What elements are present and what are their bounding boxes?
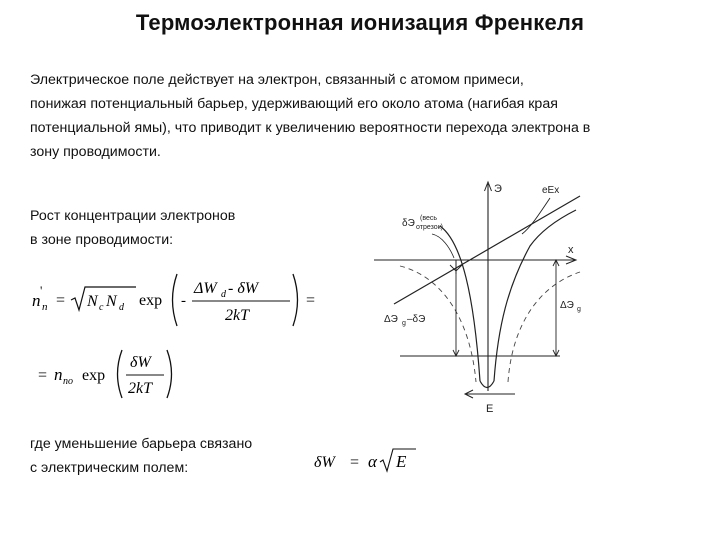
formula1-equals: = bbox=[56, 292, 66, 309]
formula2-left-paren bbox=[118, 350, 123, 398]
intro-line: Электрическое поле действует на электрон, связанный с атомом примеси, bbox=[30, 72, 524, 88]
formula1-sqrt-sign bbox=[71, 287, 136, 310]
left-delta-label: ΔЭ bbox=[384, 314, 398, 325]
left-delta-rest: –δЭ bbox=[407, 314, 426, 325]
formula1-sqrt-sub2: d bbox=[119, 302, 124, 313]
slide-title: Термоэлектронная ионизация Френкеля bbox=[135, 10, 585, 35]
growth-line: Рост концентрации электронов bbox=[30, 208, 236, 224]
intro-line: потенциальной ямы), что приводит к увеличению вероятности перехода электрона в bbox=[30, 120, 591, 136]
formula2-right-paren bbox=[167, 350, 172, 398]
formula3-arg: E bbox=[396, 452, 407, 471]
formula2-sub: no bbox=[63, 376, 73, 387]
unbiased-well-right bbox=[508, 272, 580, 382]
formula1-sqrt-sub1: c bbox=[99, 302, 104, 313]
intro-line: понижая потенциальный барьер, удерживающий его около атома (нагибая края bbox=[30, 96, 558, 112]
whole-segment-label-1: (весь bbox=[420, 215, 438, 222]
formula2-den: 2kT bbox=[128, 380, 152, 397]
intro-line: зону проводимости. bbox=[30, 144, 161, 160]
right-delta-label: ΔЭ bbox=[560, 300, 574, 311]
formula1-num-a: ΔW bbox=[194, 280, 217, 297]
intro-paragraph bbox=[30, 68, 700, 164]
barrier-caption bbox=[30, 432, 252, 480]
right-delta-sub: g bbox=[577, 306, 581, 313]
potential-well-diagram bbox=[370, 176, 592, 416]
formula1-num-b: - δW bbox=[228, 280, 259, 297]
biased-well-left bbox=[440, 226, 480, 381]
formula1-left-paren bbox=[173, 274, 178, 326]
barrier-line: с электрическим полем: bbox=[30, 460, 189, 476]
formula3-equals: = bbox=[350, 454, 360, 471]
biased-well-right bbox=[494, 210, 576, 381]
field-tilt-line bbox=[394, 196, 580, 304]
formula1-sqrt-n2: N bbox=[106, 293, 117, 310]
formula2-base: n bbox=[54, 365, 63, 384]
growth-line: в зоне проводимости: bbox=[30, 232, 174, 248]
formula1-num-a-sub: d bbox=[221, 289, 226, 300]
formula1-exp: exp bbox=[139, 292, 163, 309]
field-line-label: eEx bbox=[542, 185, 560, 196]
formula1-trailing-equals: = bbox=[306, 292, 316, 309]
formula1-sqrt-n1: N bbox=[87, 293, 98, 310]
field-label: E bbox=[486, 403, 494, 415]
formula2-exp: exp bbox=[82, 367, 106, 384]
formula2-equals: = bbox=[38, 367, 48, 384]
x-axis-label: x bbox=[568, 244, 574, 256]
delta-e-label: δЭ bbox=[402, 218, 415, 229]
concentration-formula-continued bbox=[30, 346, 180, 402]
formula1-right-paren bbox=[293, 274, 298, 326]
barrier-line: где уменьшение барьера связано bbox=[30, 436, 253, 452]
formula1-den: 2kT bbox=[225, 307, 249, 324]
energy-axis-label: Э bbox=[494, 183, 502, 195]
formula1-lhs-sub: n bbox=[42, 301, 48, 313]
formula1-lhs-base: n bbox=[32, 291, 41, 310]
concentration-formula bbox=[30, 268, 320, 332]
formula1-lhs-prime: ' bbox=[40, 283, 43, 298]
formula3-alpha: α bbox=[368, 452, 377, 471]
whole-segment-label-2: отрезок) bbox=[416, 224, 443, 231]
growth-caption bbox=[30, 204, 235, 252]
biased-well-bottom bbox=[480, 381, 494, 388]
formula3-lhs: δW bbox=[314, 454, 335, 471]
formula2-num: δW bbox=[130, 354, 151, 371]
formula1-minus: - bbox=[181, 293, 186, 309]
barrier-lowering-formula bbox=[312, 444, 442, 478]
left-delta-sub: g bbox=[402, 320, 406, 327]
